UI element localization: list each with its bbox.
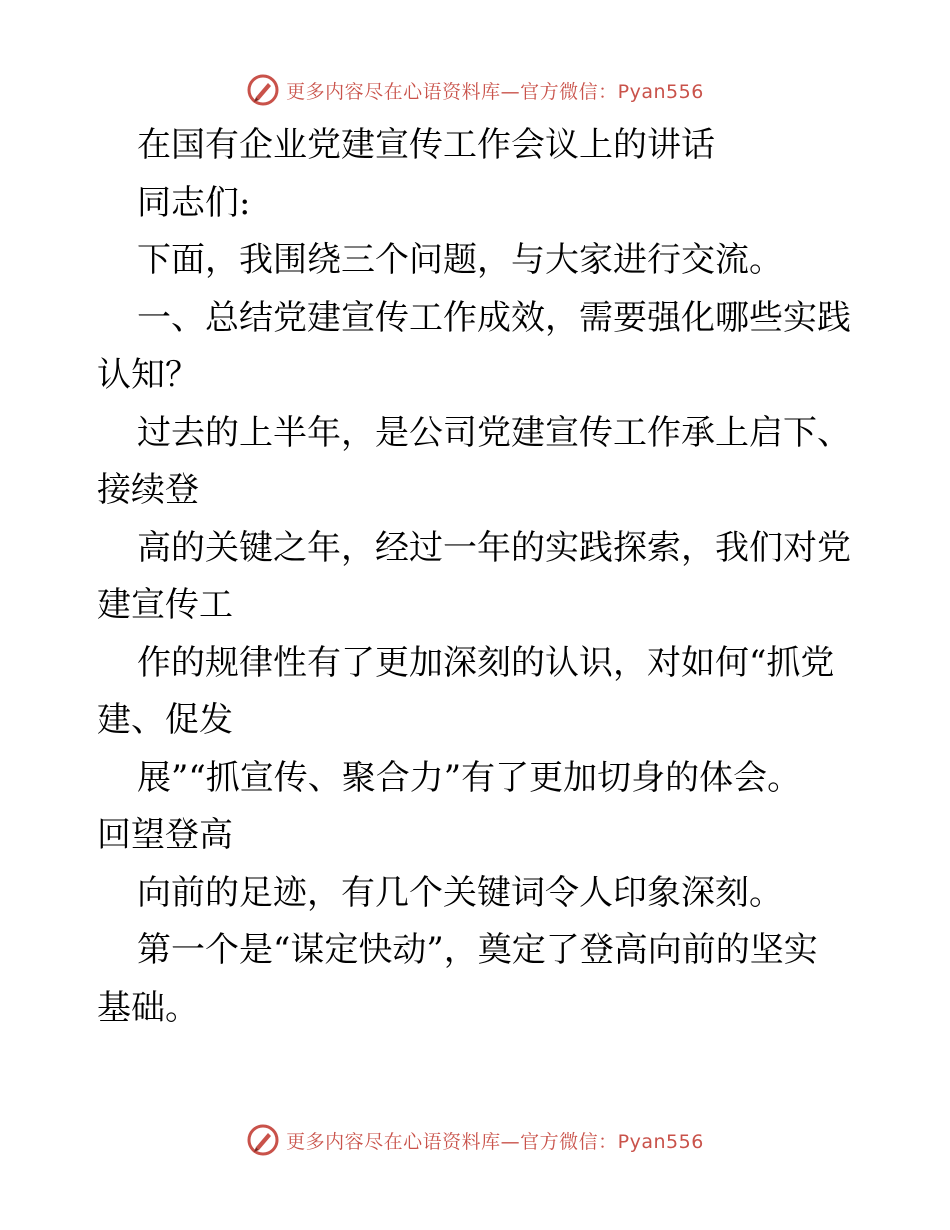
section-heading xyxy=(97,290,857,405)
pen-logo-icon xyxy=(246,1123,280,1157)
text-line: 高的关键之年，经过一年的实践探索，我们对党 xyxy=(137,527,851,568)
text-line: 作的规律性有了更加深刻的认识，对如何“抓党 xyxy=(137,642,835,683)
text-line: 向前的足迹，有几个关键词令人印象深刻。 xyxy=(137,872,783,913)
text-line: 在国有企业党建宣传工作会议上的讲话 xyxy=(137,125,715,165)
text-line: 基础。 xyxy=(97,987,199,1028)
paragraph xyxy=(97,750,857,865)
text-line: 第一个是“谋定快动”，奠定了登高向前的坚实 xyxy=(137,930,818,970)
text-line: 展”“抓宣传、聚合力”有了更加切身的体会。 xyxy=(137,757,802,798)
paragraph xyxy=(97,232,857,290)
text-line: 接续登 xyxy=(97,470,199,510)
watermark-text: 更多内容尽在心语资料库—官方微信：Pyan556 xyxy=(286,1130,704,1153)
text-line: 过去的上半年，是公司党建宣传工作承上启下、 xyxy=(137,412,851,453)
watermark-text: 更多内容尽在心语资料库—官方微信：Pyan556 xyxy=(286,80,704,103)
paragraph xyxy=(97,520,857,635)
footer-watermark xyxy=(0,1120,950,1160)
paragraph xyxy=(97,922,857,1037)
document-body xyxy=(97,117,857,1037)
text-line: 认知？ xyxy=(97,355,199,395)
doc-title xyxy=(97,117,857,175)
text-line: 同志们: xyxy=(137,182,251,223)
paragraph xyxy=(97,635,857,750)
paragraph xyxy=(97,405,857,520)
text-line: 回望登高 xyxy=(97,815,233,855)
text-line: 下面，我围绕三个问题，与大家进行交流。 xyxy=(137,240,783,280)
header-watermark xyxy=(0,70,950,110)
text-line: 一、总结党建宣传工作成效，需要强化哪些实践 xyxy=(137,297,851,338)
paragraph xyxy=(97,865,857,923)
text-line: 建宣传工 xyxy=(97,585,233,625)
salutation xyxy=(97,175,857,233)
text-line: 建、促发 xyxy=(97,700,233,740)
pen-logo-icon xyxy=(246,73,280,107)
